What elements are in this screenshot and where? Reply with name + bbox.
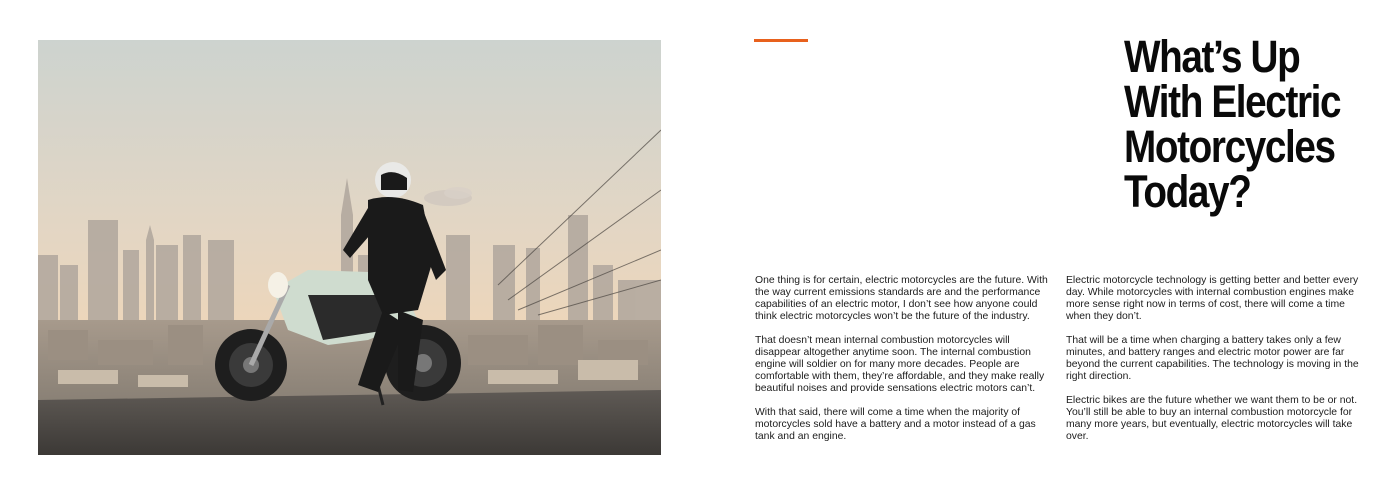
headline-line-2: With Electric (1124, 76, 1341, 127)
paragraph: That doesn’t mean internal combustion motorcycles will disappear altogether anytime soon. The internal combustion engine will soldier on for many more decades. People are comfortable with them, they’re affordable, and they make really beautiful noises and provide sensations electric motors can’t. (755, 335, 1045, 394)
hero-photo (38, 40, 661, 455)
paragraph: That will be a time when charging a battery takes only a few minutes, and battery ranges and electric motor power are far beyond the current capabilities. The technology is moving in the right direction. (1066, 335, 1359, 382)
headline (1124, 31, 1356, 217)
paragraph: Electric bikes are the future whether we want them to be or not. You’ll still be able to buy an internal combustion motorcycle for many more years, but eventually, electric motorcycles will take over. (1066, 395, 1358, 442)
body-column-2 (1066, 275, 1361, 455)
headline-line-1: What’s Up (1124, 31, 1300, 82)
headline-line-3: Motorcycles (1124, 121, 1335, 172)
paragraph: With that said, there will come a time when the majority of motorcycles sold have a battery and a motor instead of a gas tank and an engine. (755, 407, 1036, 442)
body-column-1 (755, 275, 1050, 455)
headline-line-4: Today? (1124, 166, 1251, 217)
accent-bar (754, 39, 808, 42)
paragraph: Electric motorcycle technology is getting better and better every day. While motorcycles with internal combustion engines make more sense right now in terms of cost, there will come a time when they don’t. (1066, 275, 1359, 322)
paragraph: One thing is for certain, electric motorcycles are the future. With the way current emissions standards are and the performance capabilities of an electric motor, I don’t see how anyone could think electric motorcycles won’t be the future of the industry. (755, 275, 1048, 322)
motorcycle-skyline-illustration (38, 40, 661, 455)
